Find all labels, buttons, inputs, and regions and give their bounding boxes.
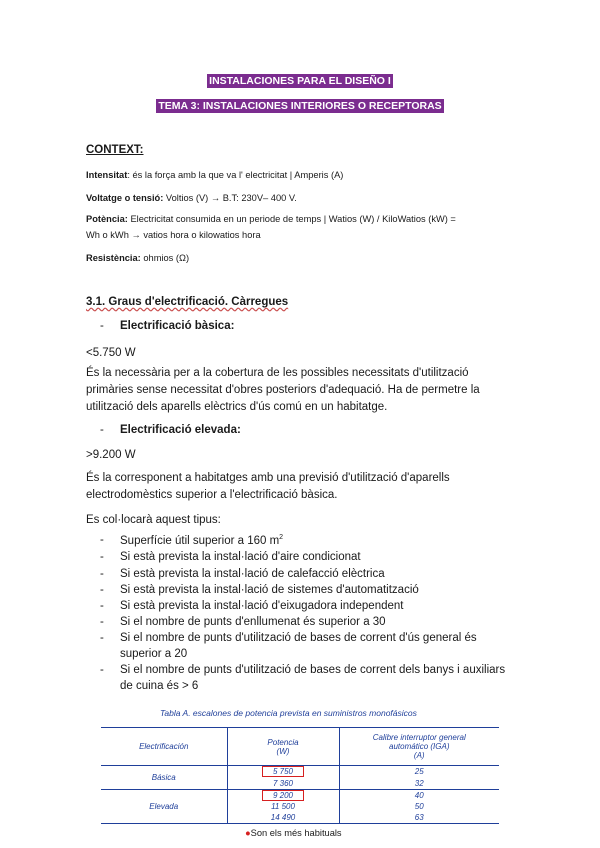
power-cell: 11 500	[227, 801, 339, 812]
iga-cell: 50	[414, 802, 424, 811]
iga-cell: 25	[414, 767, 424, 777]
power-table	[101, 727, 499, 824]
elevated-value: >9.200 W	[86, 449, 136, 461]
table-caption: Tabla A. escalones de potencia prevista en suministros monofásicos	[160, 708, 417, 718]
iga-cell: 32	[414, 778, 424, 788]
iga-cell: 40	[414, 791, 424, 800]
basic-value: <5.750 W	[86, 347, 136, 359]
context-power: Potència: Electricitat consumida en un periode de temps | Watios (W) / KiloWatios (kW) =	[86, 214, 456, 224]
table-row	[101, 790, 499, 802]
context-power-line2: Wh o kWh → vatios hora o kilowatios hora	[86, 230, 261, 240]
power-cell: 9 200	[227, 790, 339, 802]
context-intensity: Intensitat: és la força amb la que va l' electricitat | Amperis (A)	[86, 170, 344, 180]
elevated-desc-2: electrodomèstics superior a l'electrificació bàsica.	[86, 489, 338, 501]
power-cell: 5 750	[227, 766, 339, 778]
document-page: INSTALACIONES PARA EL DISEÑO I TEMA 3: INSTALACIONES INTERIORES O RECEPTORAS CONTEXT: Intensitat: és la força amb la que va l' electricitat | Amperis (A) Voltatge o tensió: Voltios (V) → B.T: 230V– 400 V. Potència: Electricitat consumida en un periode de temps | Watios (W) / KiloWatios (kW) = Wh o kWh → vatios hora o kilowatios hora Resistència: ohmios (Ω) 3.1. Graus d'electrificació. Càrregues - Electrificació bàsica: <5.750 W És la necessària per a la cobertura de les possibles necessitats d'utilització primàries sense necessitat d'obres posteriors d'adequació. Ha de permetre la utilització dels aparells elèctrics d'ús comú en un habitatge. - Electrificació elevada: >9.200 W És la corresponent a habitatges amb una previsió d'utilització d'aparells electrodomèstics superior a l'electrificació bàsica. Es col·locarà aquest tipus: - Superfície útil superior a 160 $m^2$ - Si està prevista la instal·lació d'aire condicionat - Si està prevista la instal·lació de calefacció elèctrica - Si està prevista la instal·lació de sistemes d'automatització - Si està prevista la instal·lació d'eixugadora independent - Si el nombre de punts d'enllumenat és superior a 30 - Si el nombre de punts d'utilització de bases de corrent d'ús general és superior a 20 - Si el nombre de punts d'utilització de bases de corrent dels banys i auxiliars de cuina és > 6 Tabla A. escalones de potencia prevista en suministros monofásicos Electrificación Potencia (W) Calibre interruptor general automático (IGA) (A) Básica 5 750 25 7 360 32 Elevada 9 200 40 11 500 50 14 490 63 ●Son els més habituals	[0, 0, 600, 848]
basic-desc-1: És la necessària per a la cobertura de les possibles necessitats d'utilització	[86, 367, 469, 379]
red-dot-icon: ●	[245, 828, 251, 838]
table-note: ●Son els més habituals	[245, 828, 342, 838]
iga-cell: 63	[414, 812, 424, 822]
header-electrification: Electrificación	[101, 728, 227, 766]
context-voltage: Voltatge o tensió: Voltios (V) → B.T: 230V– 400 V.	[86, 193, 297, 203]
group-elevated: Elevada	[101, 790, 227, 824]
section-heading: 3.1. Graus d'electrificació. Càrregues	[86, 296, 289, 308]
list-intro: Es col·locarà aquest tipus:	[86, 514, 221, 526]
doc-title-2: TEMA 3: INSTALACIONES INTERIORES O RECEPTORAS	[158, 100, 442, 112]
context-resistance: Resistència: ohmios (Ω)	[86, 253, 190, 263]
basic-desc-3: utilització dels aparells elèctrics d'ús comú en un habitatge.	[86, 401, 388, 413]
header-iga: Calibre interruptor general automático (IGA) (A)	[372, 733, 466, 760]
power-cell: 7 360	[227, 778, 339, 790]
group-basic: Básica	[101, 766, 227, 790]
header-power: Potencia (W)	[227, 728, 339, 766]
basic-desc-2: primàries sense necessitat d'obres posteriors d'adequació. Ha de permetre la	[86, 384, 480, 396]
elevated-desc-1: És la corresponent a habitatges amb una previsió d'utilització d'aparells	[86, 472, 450, 484]
power-cell: 14 490	[227, 812, 339, 823]
doc-title-1: INSTALACIONES PARA EL DISEÑO I	[209, 75, 391, 87]
context-heading: CONTEXT:	[86, 144, 144, 156]
table-row	[101, 766, 499, 778]
